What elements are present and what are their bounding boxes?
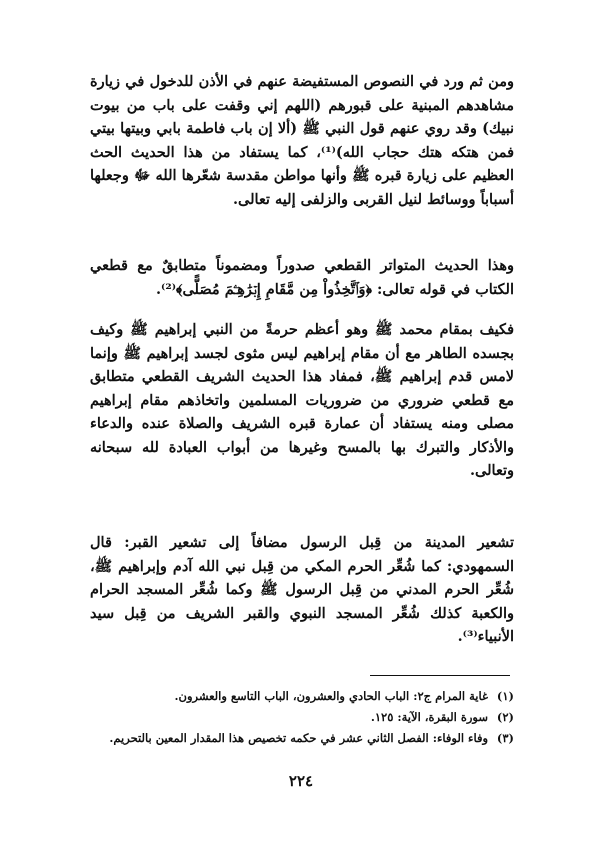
footnote-item <box>90 728 514 749</box>
footnote-text: سورة البقرة، الآية: ١٢٥. <box>370 710 488 724</box>
footnotes <box>90 686 514 749</box>
footnote-number: (٣) <box>496 731 514 745</box>
footnote-number: (١) <box>496 689 514 703</box>
footnote-item <box>90 707 514 728</box>
paragraph-maqam-muhammad: فكيف بمقام محمد ﷺ وهو أعظم حرمةً من النبي إبراهيم ﷺ وكيف بجسده الطاهر مع أن مقام إبراهيم ليس مثوى لجسد إبراهيم ﷺ وإنما لامس قدم إبراهيم ﷺ، فمفاد هذا الحديث الشريف القطعي متطابق مع قطعي ضروري من ضروريات المسلمين واتخاذهم مقام إبراهيم مصلى ومنه يستفاد أن عمارة قبره الشريف والصلاة عنده والدعاء والأذكار والتبرك بها بالمسح وغيرها من أبواب العبادة لله سبحانه وتعالى. <box>90 321 514 479</box>
footnote-item <box>90 686 514 707</box>
paragraph-tashir-madina: تشعير المدينة من قِبل الرسول مضافاً إلى تشعير القبر: قال السمهودي: كما شُعِّر الحرم المكي من قِبل نبي الله آدم وإبراهيم ﷺ، شُعِّر الحرم المدني من قِبل الرسول ﷺ وكما شُعِّر المسجد الحرام والكعبة كذلك شُعِّر المسجد النبوي والقبر الشريف من قِبل سيد الأنبياء⁽³⁾. <box>90 534 514 645</box>
paragraph-mutawatir-hadith: وهذا الحديث المتواتر القطعي صدوراً ومضموناً متطابقٌ مع قطعي الكتاب في قوله تعالى: ﴿وَٱتَّخِذُواْ مِن مَّقَامِ إِبۡرَٰهِـۧمَ مُصَلًّى﴾⁽²⁾. <box>90 257 514 298</box>
footnote-text: غاية المرام ج٢: الباب الحادي والعشرون، الباب التاسع والعشرون. <box>174 689 488 703</box>
footnote-number: (٢) <box>496 710 514 724</box>
footnote-divider <box>370 675 510 676</box>
footnote-text: وفاء الوفاء: الفصل الثاني عشر في حكمه تخصيص هذا المقدار المعين بالتحريم. <box>109 731 488 745</box>
paragraph-visitation: ومن ثم ورد في النصوص المستفيضة عنهم في الأذن للدخول في زيارة مشاهدهم المبنية على قبورهم (اللهم إني وقفت على باب من بيوت نبيك) وقد روي عنهم قول النبي ﷺ (ألا إن باب فاطمة بابي وبيتها بيتي فمن هتكه هتك حجاب الله)⁽¹⁾، كما يستفاد من هذا الحديث الحث العظيم على زيارة قبره ﷺ وأنها مواطن مقدسة شعّرها الله ﷻ وجعلها أسباباً ووسائط لنيل القربى والزلفى إليه تعالى. <box>90 73 515 208</box>
page-number: ٢٢٤ <box>288 772 314 790</box>
